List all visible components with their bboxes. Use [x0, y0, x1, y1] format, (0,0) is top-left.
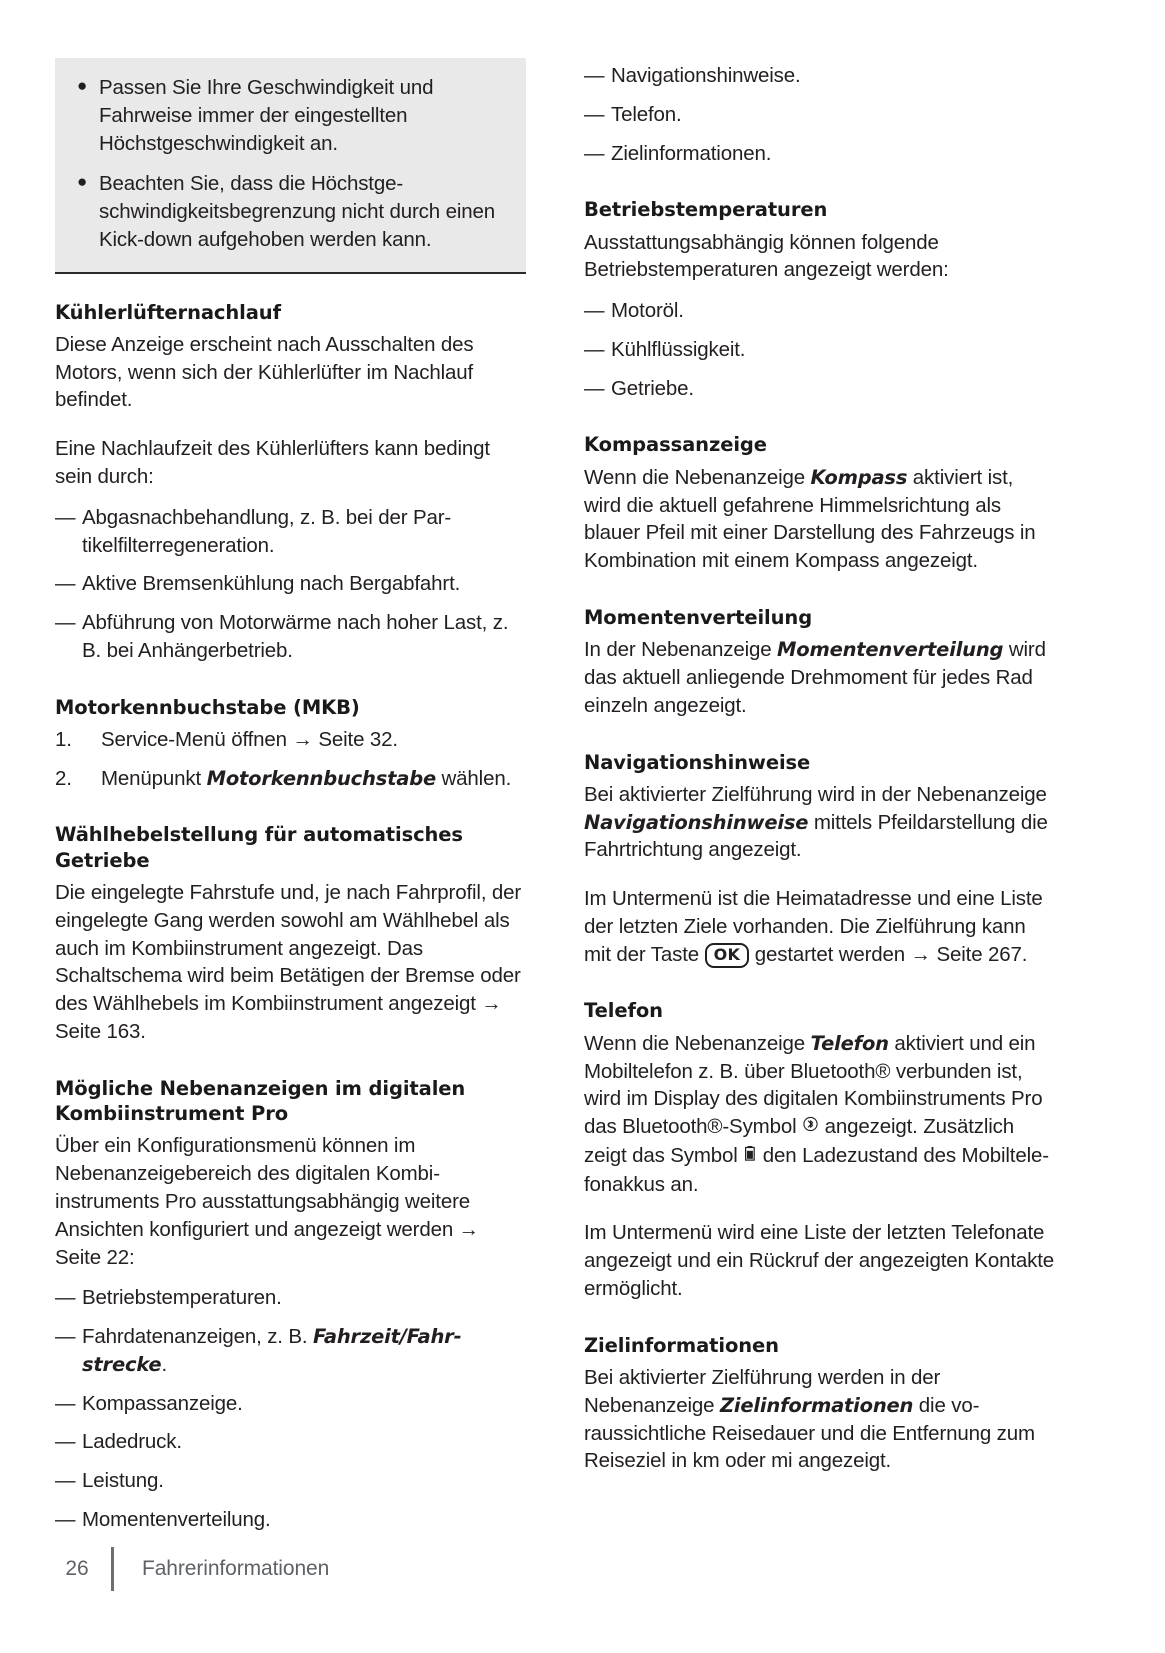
paragraph-text-before: In der Nebenanzeige — [584, 638, 778, 662]
list-item — [71, 170, 510, 253]
list-item-label: Kühlflüssigkeit. — [611, 337, 746, 361]
list-item-text-after: . — [161, 1352, 167, 1376]
dash-icon: — — [55, 1325, 76, 1349]
menu-item-emphasis: Navigationshinweise — [584, 810, 809, 834]
warning-note-box — [55, 58, 526, 274]
list-item-label: Abführung von Motorwärme nach hoher Last, z. B. bei Anhängerbetrieb. — [82, 611, 509, 662]
paragraph-telefon — [584, 1030, 1055, 1199]
paragraph-text-segment-2: angezeigt. Zusätzlich zeigt das Symbol — [584, 1115, 1015, 1167]
step-text-after: wählen. — [435, 766, 512, 790]
bluetooth-icon — [803, 1114, 818, 1142]
dash-icon: — — [55, 611, 76, 635]
menu-item-emphasis: Momentenverteilung — [777, 638, 1004, 662]
paragraph-momentenverteilung — [584, 636, 1055, 719]
dash-icon: — — [584, 299, 605, 323]
list-item-label: Kompassanzeige. — [82, 1391, 243, 1415]
dash-icon: — — [55, 572, 76, 596]
heading-momentenverteilung: Momentenverteilung — [584, 605, 813, 629]
list-item — [55, 765, 526, 793]
bullet-icon: ● — [77, 172, 88, 192]
paragraph-text-before: Wenn die Nebenanzeige — [584, 1031, 811, 1055]
heading-navigationshinweise: Navigationshinweise — [584, 750, 811, 774]
list-nebenanzeigen — [55, 1284, 526, 1533]
chapter-title: Fahrerinformationen — [142, 1557, 330, 1580]
paragraph-telefon-untermenue: Im Untermenü wird eine Liste der letzten Telefonate angezeigt und ein Rückruf der angezeigten Kontakte ermöglicht. — [584, 1221, 1055, 1300]
paragraph-nebenanzeigen: Über ein Konfigurationsmenü können im Nebenanzeigebereich des digitalen Kombiinstruments Pro ausstattungsabhängig weitere Ansichten konfiguriert und angezeigt werden → Seite 22: — [55, 1134, 480, 1269]
heading-motorkennbuchstabe: Motorkennbuchstabe (MKB) — [55, 695, 360, 719]
warning-item-text: Beachten Sie, dass die Höchstgeschwindigkeitsbegrenzung nicht durch einen Kick-down aufgehoben werden kann. — [99, 172, 495, 251]
dash-icon: — — [55, 1507, 76, 1531]
list-betriebstemperaturen — [584, 297, 1055, 402]
paragraph-text-after: gestartet werden → Seite 267. — [749, 942, 1028, 966]
list-item — [55, 1323, 526, 1379]
ok-key-icon: OK — [705, 943, 750, 968]
list-item — [55, 726, 526, 754]
paragraph-text-before: Bei aktivierter Zielführung werden in der Nebenanzeige — [584, 1366, 941, 1417]
paragraph-text-after: die voraussichtliche Reisedauer und die Entfernung zum Reiseziel in km oder mi angezeigt. — [584, 1393, 1035, 1473]
paragraph-text-after: aktiviert ist, wird die aktuell gefahrene Himmelsrichtung als blauer Pfeil mit einer Darstellung des Fahrzeugs in Kombination mit einem Kompass angezeigt. — [584, 465, 1036, 573]
paragraph-navigationshinweise-key — [584, 885, 1055, 968]
heading-kuehlerluefternachlauf: Kühlerlüfternachlauf — [55, 300, 281, 324]
list-item — [584, 62, 1055, 90]
list-item-label: Abgasnachbehandlung, z. B. bei der Partikelfilterregeneration. — [82, 505, 452, 557]
list-item — [584, 101, 1055, 129]
list-item — [55, 504, 526, 560]
list-item-text-before: Fahrdatenanzeigen, z. B. — [82, 1325, 314, 1349]
list-item-label: Leistung. — [82, 1469, 164, 1493]
paragraph-text-after: mittels Pfeildarstellung die Fahrtrichtung angezeigt. — [584, 810, 1048, 862]
bullet-icon: ● — [77, 76, 88, 95]
step-text-before: Menüpunkt — [101, 766, 207, 790]
step-number: 2. — [55, 766, 72, 790]
paragraph-text-segment-1: aktiviert und ein Mobiltelefon z. B. über Bluetooth® verbunden ist, wird im Display des digitalen Kombiinstruments Pro das Bluetooth®-Symbol — [584, 1031, 1043, 1139]
dash-icon: — — [584, 376, 605, 400]
list-item-label: Telefon. — [611, 102, 682, 126]
paragraph-kompassanzeige — [584, 464, 1055, 575]
list-item-label: Zielinformationen. — [611, 141, 772, 165]
list-item — [55, 1284, 526, 1312]
dash-icon: — — [55, 505, 76, 529]
dash-icon: — — [55, 1391, 76, 1415]
page-footer — [55, 1547, 1055, 1591]
step-number: 1. — [55, 727, 72, 751]
right-column — [584, 58, 1055, 1555]
warning-item-text: Passen Sie Ihre Geschwindigkeit und Fahrweise immer der eingestellten Höchstgeschwindigkeit an. — [99, 76, 434, 155]
paragraph-navigationshinweise — [584, 781, 1055, 864]
list-item-label: Momentenverteilung. — [82, 1507, 271, 1531]
list-item — [55, 1390, 526, 1418]
step-text: Service-Menü öffnen → Seite 32. — [101, 727, 398, 751]
paragraph-text-after: wird das aktuell anliegende Drehmoment für jedes Rad einzeln angezeigt. — [584, 638, 1046, 717]
list-item — [55, 609, 526, 665]
paragraph-text-before: Wenn die Nebenanzeige — [584, 465, 811, 489]
list-item — [55, 1428, 526, 1456]
list-nebenanzeigen-continued — [584, 62, 1055, 167]
paragraph-text-segment-3: den Ladezustand des Mobiltelefonakkus an. — [584, 1143, 1050, 1196]
heading-zielinformationen: Zielinformationen — [584, 1333, 779, 1357]
menu-item-emphasis: Telefon — [810, 1031, 889, 1055]
heading-betriebstemperaturen: Betriebstemperaturen — [584, 198, 828, 222]
heading-moegliche-nebenanzeigen: Mögliche Nebenanzeigen im digitalen Kombiinstrument Pro — [55, 1076, 466, 1126]
list-item — [584, 297, 1055, 325]
list-item-label: Getriebe. — [611, 376, 694, 400]
dash-icon: — — [584, 102, 605, 126]
page-columns — [55, 58, 1055, 1555]
list-item-label: Ladedruck. — [82, 1430, 182, 1454]
left-column — [55, 58, 526, 1555]
menu-item-emphasis: Fahrzeit/Fahrstrecke — [82, 1325, 462, 1376]
list-item — [55, 570, 526, 598]
menu-item-emphasis: Zielinformationen — [719, 1393, 914, 1417]
heading-kompassanzeige: Kompassanzeige — [584, 433, 767, 457]
paragraph-text-before: Bei aktivierter Zielführung wird in der Nebenanzeige — [584, 782, 1047, 806]
menu-item-emphasis: Kompass — [810, 465, 908, 489]
heading-telefon: Telefon — [584, 999, 663, 1023]
paragraph-zielinformationen — [584, 1364, 1055, 1475]
list-item — [55, 1506, 526, 1534]
heading-waehlhebelstellung: Wählhebelstellung für automatisches Getriebe — [55, 823, 463, 872]
list-item — [55, 1467, 526, 1495]
page-number: 26 — [65, 1557, 89, 1580]
dash-icon: — — [584, 64, 605, 87]
paragraph-waehlhebel: Die eingelegte Fahrstufe und, je nach Fahrprofil, der eingelegte Gang werden sowohl am Wählhebel als auch im Kombiinstrument angezeigt. Das Schaltschema wird beim Betätigen der Bremse oder des Wählhebels im Kombiinstrument angezeigt → Seite 163. — [55, 881, 522, 1043]
battery-icon — [744, 1143, 756, 1171]
dash-icon: — — [55, 1430, 76, 1454]
list-item — [584, 336, 1055, 364]
dash-icon: — — [584, 337, 605, 361]
list-item-label: Navigationshinweise. — [611, 64, 801, 87]
dash-icon: — — [584, 141, 605, 165]
footer-divider — [111, 1547, 114, 1591]
warning-bullet-list — [71, 74, 510, 254]
paragraph-betriebstemperaturen: Ausstattungsabhängig können folgende Betriebstemperaturen angezeigt werden: — [584, 230, 949, 282]
list-item — [584, 375, 1055, 403]
menu-item-emphasis: Motorkennbuchstabe — [206, 766, 436, 790]
list-item-label: Motoröl. — [611, 299, 684, 323]
dash-icon: — — [55, 1286, 76, 1310]
list-item — [584, 140, 1055, 168]
list-item-label: Betriebstemperaturen. — [82, 1286, 282, 1310]
paragraph-kuehler-1: Diese Anzeige erscheint nach Ausschalten des Motors, wenn sich der Kühlerlüfter im Nachlauf befindet. — [55, 332, 474, 412]
list-mkb-steps — [55, 726, 526, 793]
paragraph-text-before: Im Untermenü ist die Heimatadresse und eine Liste der letzten Ziele vorhanden. Die Zielführung kann mit der Taste — [584, 887, 1043, 966]
list-kuehler-causes — [55, 504, 526, 665]
list-item-label: Aktive Bremsenkühlung nach Bergabfahrt. — [82, 572, 461, 596]
dash-icon: — — [55, 1469, 76, 1493]
paragraph-kuehler-2: Eine Nachlaufzeit des Kühlerlüfters kann bedingt sein durch: — [55, 437, 490, 488]
list-item — [71, 74, 510, 157]
